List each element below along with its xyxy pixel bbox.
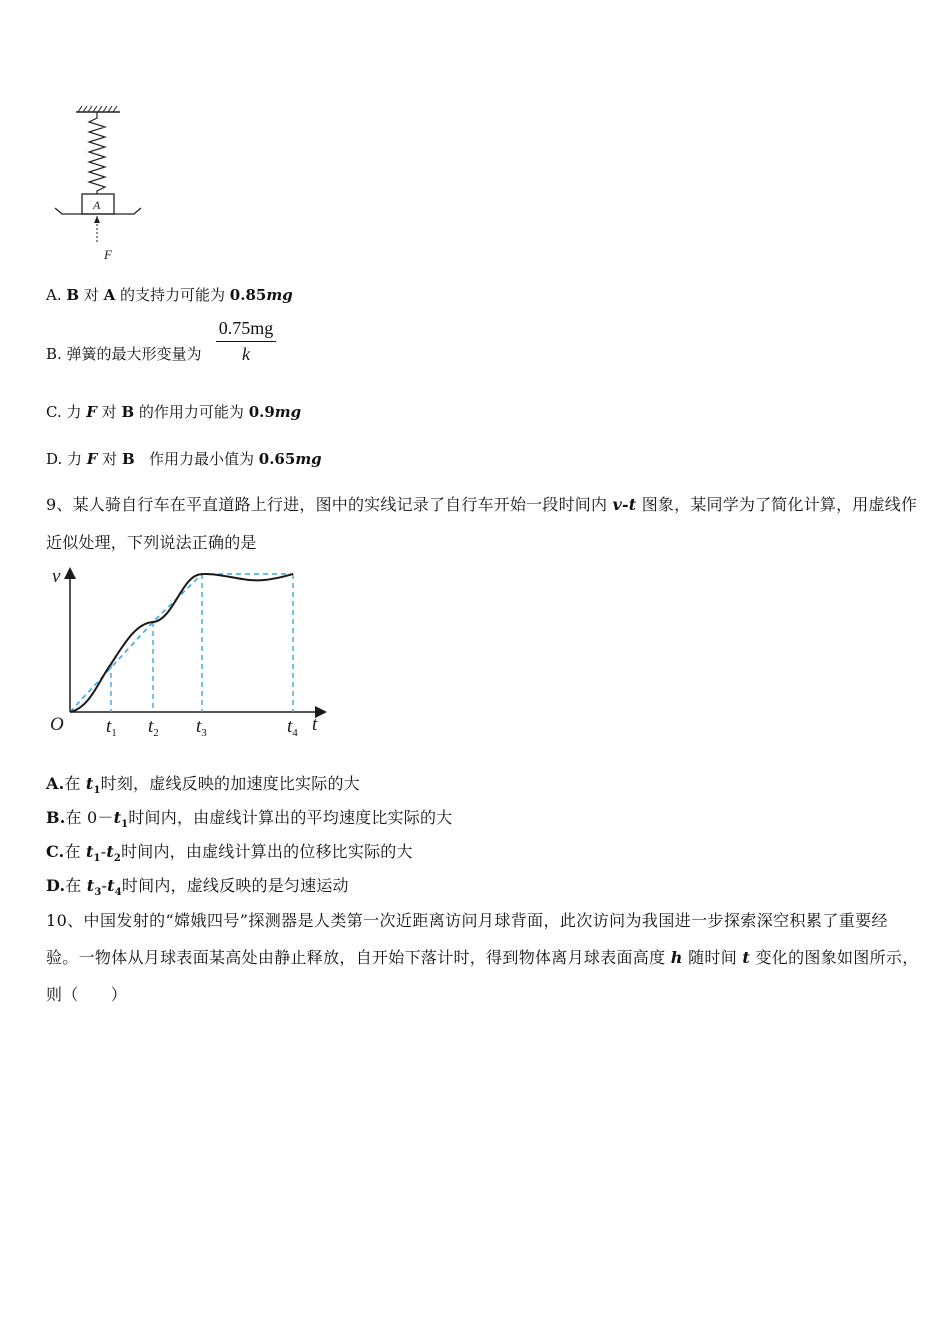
tick-label-t1: $t_1$ <box>106 716 117 739</box>
q10-line1: 10、中国发射的“嫦娥四号”探测器是人类第一次近距离访问月球背面，此次访问为我国进一步探索深空积累了重要经 <box>46 911 888 930</box>
x-axis-label: t <box>312 714 318 735</box>
q10-line3: 则（ ） <box>46 985 128 1004</box>
actual-curve <box>70 574 293 712</box>
fraction-numerator: 0.75mg <box>218 318 274 338</box>
ceiling-hatch <box>78 106 117 112</box>
force-arrow-head <box>94 216 100 223</box>
y-axis-label: v <box>52 566 61 587</box>
tick-label-t4: $t_4$ <box>287 716 298 739</box>
q8-option-b-fraction <box>216 318 276 365</box>
q8-option-a: A. B 对 A 的支持力可能为 0.85mg <box>46 286 293 304</box>
tick-label-t2: $t_2$ <box>148 716 159 739</box>
q9-option-a: A.在 $t_1$时刻，虚线反映的加速度比实际的大 <box>46 774 360 797</box>
origin-label: O <box>50 714 64 735</box>
q9-option-c: C.在 $t_1-t_2$时间内，由虚线计算出的位移比实际的大 <box>46 842 413 865</box>
force-label: F <box>104 247 112 262</box>
q10-line2: 验。一物体从月球表面某高处由静止释放，自开始下落计时，得到物体离月球表面高度 h 随时间 t 变化的图象如图所示， <box>46 948 919 967</box>
tick-label-t3: $t_3$ <box>196 716 207 739</box>
q8-option-d: D. 力 F 对 B 作用力最小值为 0.65mg <box>46 450 322 468</box>
spring-block-figure <box>50 104 145 264</box>
q9-stem-line2: 近似处理，下列说法正确的是 <box>46 533 257 552</box>
spring <box>89 112 105 194</box>
q9-option-b: B.在 $0-t_1$时间内，由虚线计算出的平均速度比实际的大 <box>46 808 453 831</box>
q9-option-d: D.在 $t_3-t_4$时间内，虚线反映的是匀速运动 <box>46 876 349 899</box>
block-a-label: A <box>93 198 101 212</box>
dashed-approximation <box>70 574 293 712</box>
fraction-bar <box>216 341 276 342</box>
q9-stem-line1: 9、某人骑自行车在平直道路上行进，图中的实线记录了自行车开始一段时间内 v-t 图象，某同学为了简化计算，用虚线作 <box>46 495 918 514</box>
q8-option-c: C. 力 F 对 B 的作用力可能为 0.9mg <box>46 403 302 421</box>
q8-option-b: B. 弹簧的最大形变量为 <box>46 345 202 363</box>
fraction-denominator: k <box>242 344 250 364</box>
vt-graph <box>44 560 334 740</box>
